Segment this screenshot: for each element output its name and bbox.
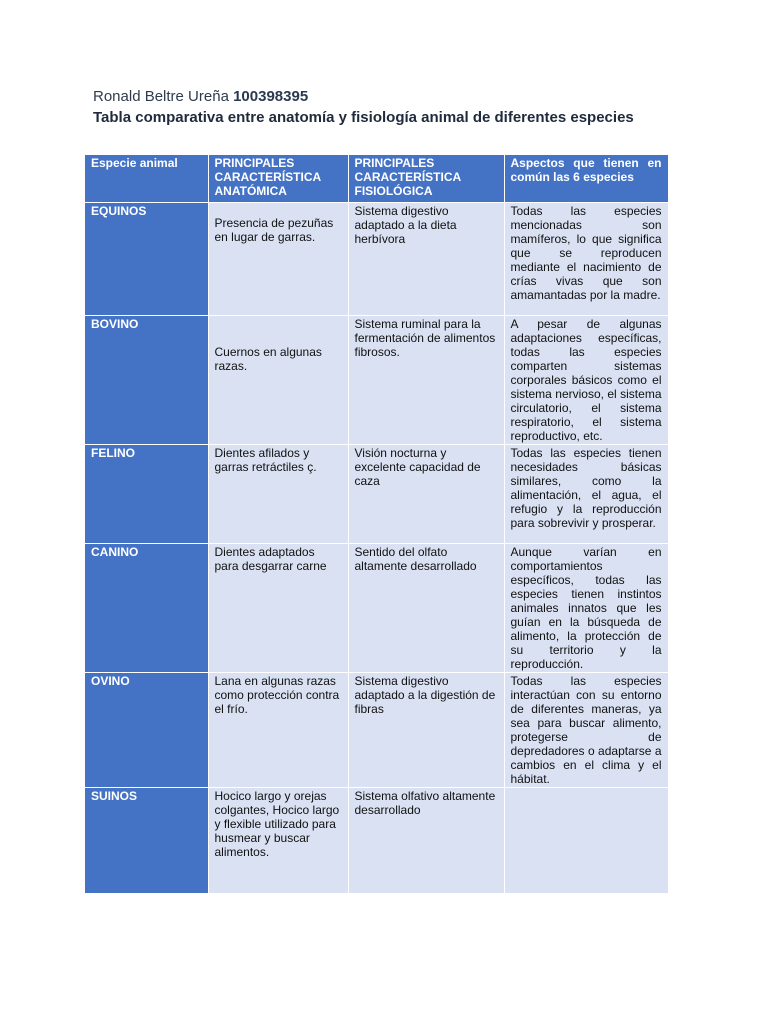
table-row [85,444,668,543]
species-cell: CANINO [85,543,208,672]
species-cell: BOVINO [85,315,208,444]
comun-cell: Todas las especies interactúan con su entorno de diferentes maneras, ya sea para buscar alimento, protegerse de depredadores o adaptarse a cambios en el clima y el hábitat. [504,672,668,787]
species-cell: OVINO [85,672,208,787]
comun-cell: Todas las especies tienen necesidades básicas similares, como la alimentación, el agua, el refugio y la reproducción para sobrevivir y prosperar. [504,444,668,543]
author-id: 100398395 [233,88,309,105]
comparison-table [85,155,669,894]
fisiologica-cell: Sistema digestivo adaptado a la digestión de fibras [348,672,504,787]
anatomica-cell: Dientes afilados y garras retráctiles ç. [208,444,348,543]
anatomica-cell [208,315,348,444]
fisiologica-cell: Sentido del olfato altamente desarrollado [348,543,504,672]
header-fisiologica: PRINCIPALES CARACTERÍSTICA FISIOLÓGICA [348,155,504,202]
anatomica-cell: Hocico largo y orejas colgantes, Hocico largo y flexible utilizado para husmear y buscar alimentos. [208,787,348,893]
species-cell: SUINOS [85,787,208,893]
document-title: Tabla comparativa entre anatomía y fisiología animal de diferentes especies [93,109,634,126]
header-especie: Especie animal [85,155,208,202]
anatomica-text: Cuernos en algunas razas. [214,344,322,373]
header-comun: Aspectos que tienen en común las 6 especies [504,155,668,202]
table-row [85,543,668,672]
fisiologica-cell: Sistema digestivo adaptado a la dieta herbívora [348,202,504,315]
comun-cell: Aunque varían en comportamientos específicos, todas las especies tienen instintos animales innatos que les guían en la búsqueda de alimento, la protección de su territorio y la reproducción. [504,543,668,672]
table-row [85,202,668,315]
table-header-row [85,155,668,202]
header-anatomica: PRINCIPALES CARACTERÍSTICA ANATÓMICA [208,155,348,202]
comun-cell: A pesar de algunas adaptaciones específicas, todas las especies comparten sistemas corporales básicos como el sistema nervioso, el sistema circulatorio, el sistema respiratorio, el sistema reproductivo, etc. [504,315,668,444]
fisiologica-cell: Visión nocturna y excelente capacidad de caza [348,444,504,543]
table-row [85,787,668,893]
author-line [93,88,308,105]
author-name: Ronald Beltre Ureña [93,88,229,105]
anatomica-cell: Dientes adaptados para desgarrar carne [208,543,348,672]
anatomica-text: Presencia de pezuñas en lugar de garras. [214,215,334,244]
fisiologica-cell: Sistema ruminal para la fermentación de alimentos fibrosos. [348,315,504,444]
species-cell: FELINO [85,444,208,543]
table-row [85,672,668,787]
species-cell: EQUINOS [85,202,208,315]
table-row [85,315,668,444]
comun-cell [504,787,668,893]
comun-cell: Todas las especies mencionadas son mamíferos, lo que significa que se reproducen mediante el nacimiento de crías vivas que son amamantadas por la madre. [504,202,668,315]
anatomica-cell [208,202,348,315]
fisiologica-cell: Sistema olfativo altamente desarrollado [348,787,504,893]
anatomica-cell: Lana en algunas razas como protección contra el frío. [208,672,348,787]
